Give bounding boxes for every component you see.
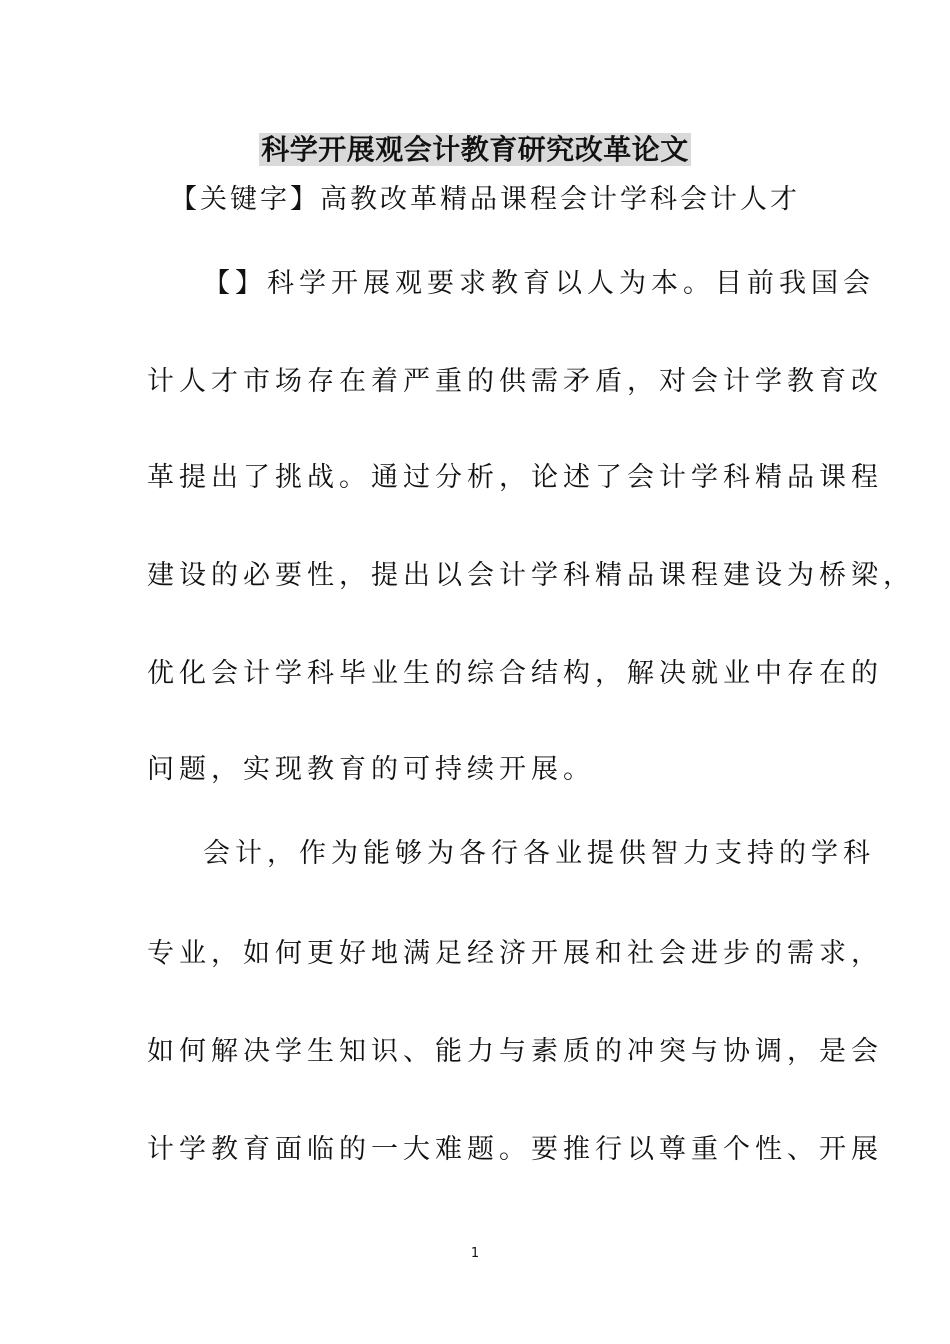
paragraph-1-line-5: 优化会计学科毕业生的综合结构，解决就业中存在的 — [147, 658, 883, 689]
paragraph-1-line-3: 革提出了挑战。通过分析，论述了会计学科精品课程 — [147, 462, 883, 493]
paragraph-2-line-3: 如何解决学生知识、能力与素质的冲突与协调，是会 — [147, 1036, 883, 1067]
paragraph-1-line-1: 【】科学开展观要求教育以人为本。目前我国会 — [203, 268, 875, 299]
paragraph-2-line-1: 会计，作为能够为各行各业提供智力支持的学科 — [203, 838, 875, 869]
paragraph-1-line-6: 问题，实现教育的可持续开展。 — [147, 754, 595, 785]
paragraph-2-line-2: 专业，如何更好地满足经济开展和社会进步的需求， — [147, 938, 883, 969]
paragraph-1-line-4: 建设的必要性，提出以会计学科精品课程建设为桥梁， — [147, 560, 915, 591]
document-title-text: 科学开展观会计教育研究改革论文 — [261, 133, 689, 166]
document-title — [0, 130, 950, 170]
paragraph-1-line-2: 计人才市场存在着严重的供需矛盾，对会计学教育改 — [147, 366, 883, 397]
page-number: 1 — [470, 1246, 480, 1261]
keywords-line: 【关键字】高教改革精品课程会计学科会计人才 — [170, 184, 800, 215]
paragraph-2-line-4: 计学教育面临的一大难题。要推行以尊重个性、开展 — [147, 1134, 883, 1165]
